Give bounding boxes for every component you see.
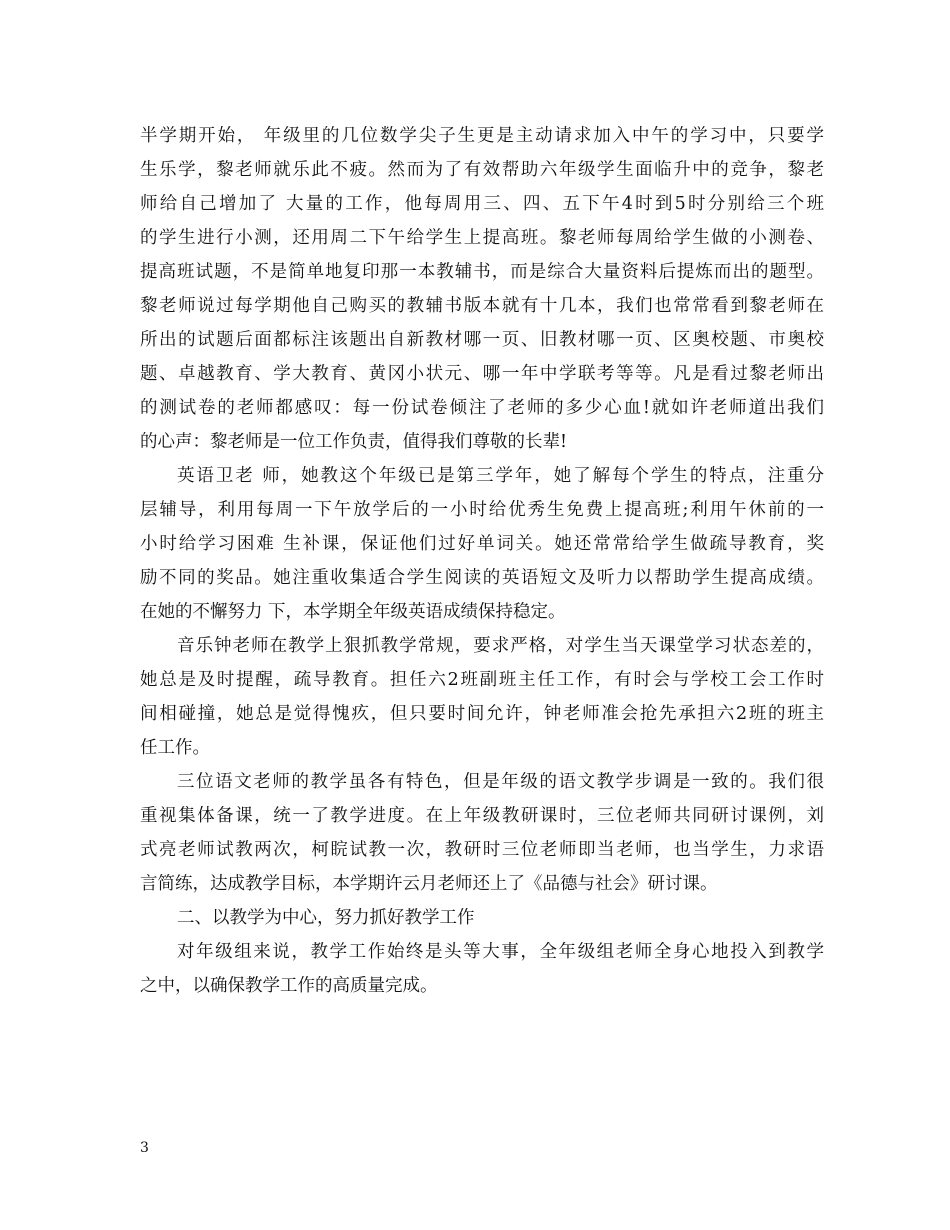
paragraph-teaching-work bbox=[140, 935, 824, 1003]
paragraph-math-teacher bbox=[140, 119, 824, 459]
text-line: 她总是及时提醒，疏导教育。担任六2班副班主任工作，有时会与学校工会工作时 bbox=[140, 670, 824, 690]
paragraph-chinese-teachers bbox=[140, 765, 824, 901]
text-line: 间相碰撞，她总是觉得愧疚，但只要时间允许，钟老师准会抢先承担六2班的班主 bbox=[140, 704, 824, 724]
text-line: 任工作。 bbox=[140, 738, 210, 758]
text-line: 题、卓越教育、学大教育、黄冈小状元、哪一年中学联考等等。凡是看过黎老师出 bbox=[140, 364, 824, 384]
text-line: 黎老师说过每学期他自己购买的教辅书版本就有十几本，我们也常常看到黎老师在 bbox=[140, 296, 824, 316]
text-line: 所出的试题后面都标注该题出自新教材哪一页、旧教材哪一页、区奥校题、市奥校 bbox=[140, 330, 824, 350]
text-line: 英语卫老 师，她教这个年级已是第三学年，她了解每个学生的特点，注重分 bbox=[177, 466, 824, 486]
text-line: 提高班试题，不是简单地复印那一本教辅书，而是综合大量资料后提炼而出的题型。 bbox=[140, 262, 824, 282]
text-line: 对年级组来说，教学工作始终是头等大事，全年级组老师全身心地投入到教学 bbox=[177, 942, 824, 962]
section-heading bbox=[140, 901, 824, 935]
text-line: 的心声：黎老师是一位工作负责，值得我们尊敬的长辈! bbox=[140, 432, 568, 452]
text-line: 层辅导，利用每周一下午放学后的一小时给优秀生免费上提高班;利用午休前的一 bbox=[140, 500, 824, 520]
text-line: 三位语文老师的教学虽各有特色，但是年级的语文教学步调是一致的。我们很 bbox=[177, 772, 824, 792]
text-line: 言简练，达成教学目标，本学期许云月老师还上了《品德与社会》研讨课。 bbox=[140, 874, 718, 894]
text-line: 之中，以确保教学工作的高质量完成。 bbox=[140, 976, 438, 996]
text-line: 的学生进行小测，还用周二下午给学生上提高班。黎老师每周给学生做的小测卷、 bbox=[140, 228, 824, 248]
text-line: 半学期开始， 年级里的几位数学尖子生更是主动请求加入中午的学习中，只要学 bbox=[140, 126, 824, 146]
text-line: 的测试卷的老师都感叹：每一份试卷倾注了老师的多少心血!就如许老师道出我们 bbox=[140, 398, 824, 418]
document-body bbox=[140, 119, 824, 1003]
paragraph-music-teacher bbox=[140, 629, 824, 765]
section-heading-text: 二、以教学为中心，努力抓好教学工作 bbox=[177, 908, 475, 928]
paragraph-english-teacher bbox=[140, 459, 824, 629]
text-line: 生乐学，黎老师就乐此不疲。然而为了有效帮助六年级学生面临升中的竞争，黎老 bbox=[140, 160, 824, 180]
text-line: 式亮老师试教两次，柯睆试教一次，教研时三位老师即当老师，也当学生，力求语 bbox=[140, 840, 824, 860]
text-line: 励不同的奖品。她注重收集适合学生阅读的英语短文及听力以帮助学生提高成绩。 bbox=[140, 568, 824, 588]
page-number: 3 bbox=[140, 1140, 149, 1156]
text-line: 重视集体备课，统一了教学进度。在上年级教研课时，三位老师共同研讨课例，刘 bbox=[140, 806, 824, 826]
text-line: 师给自己增加了 大量的工作，他每周用三、四、五下午4时到5时分别给三个班 bbox=[140, 194, 824, 214]
text-line: 音乐钟老师在教学上狠抓教学常规，要求严格，对学生当天课堂学习状态差的， bbox=[177, 636, 824, 656]
text-line: 小时给学习困难 生补课，保证他们过好单词关。她还常常给学生做疏导教育，奖 bbox=[140, 534, 824, 554]
text-line: 在她的不懈努力 下，本学期全年级英语成绩保持稳定。 bbox=[140, 602, 566, 622]
